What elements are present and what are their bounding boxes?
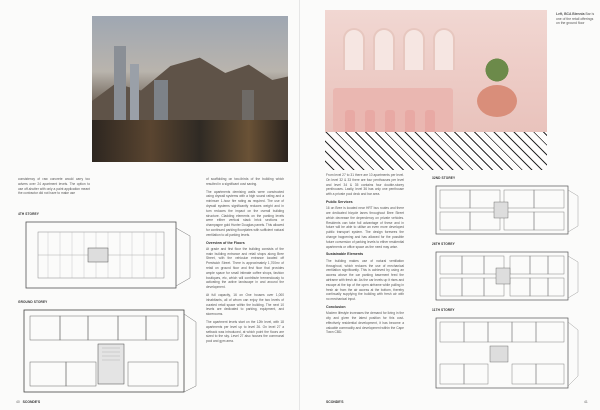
floor-plan-4th-storey (18, 218, 198, 296)
section-heading: Overview of the Floors (206, 240, 245, 245)
arched-mirror (433, 28, 455, 70)
folio-left (16, 400, 40, 404)
plan-label-26th: 26TH STOREY (432, 242, 455, 246)
magazine-name: SCONDE'S (326, 400, 344, 404)
photo-caption (556, 12, 596, 26)
caption-text: Bar is one of the retail offerings on the ground floor (556, 12, 595, 26)
section-heading: Sustainable Elements (326, 252, 364, 257)
paragraph: The building makes use of natural ventilation throughout, which reduces the use of mechanical ventilation significantly. This is achieved by using an access above the car parking basement feed the airframe with fresh air. As the car levels up it rises and escape at the top of the open airframe while pulling in fresh air from the air access at the bottom, thereby continually supplying the building with fresh air with no mechanical input. (326, 258, 404, 302)
text-column-c (326, 173, 404, 338)
folio-right-mag (326, 400, 344, 404)
floor-plan-26th-storey (432, 248, 582, 304)
page-number: 40 (16, 400, 20, 404)
plan-label-11th: 11TH STOREY (432, 308, 455, 312)
folio-right-num (584, 400, 588, 404)
paragraph: consistency of raw concrete would carry too advers over 24 apartment levels. The option to use off-shutter with only a paint application meant the contractor did not have to make use (18, 177, 90, 196)
paragraph: Modern lifestyle increases the demand for living in the city and given the latest position for this cost-effectively residential development, it has become a valuable commodity and development within the Cape Town CBD. (326, 311, 404, 335)
city-skyline-photo (92, 16, 288, 162)
text-column-b (206, 177, 284, 347)
paragraph: At full capacity, 16 on One houses over 1,000 inhabitants, all of whom can enjoy the two levels of curated retail space within the building. The next 10 levels are dedicated to parking, equipment, and storerooms. (206, 293, 284, 317)
arched-mirror (403, 28, 425, 70)
arched-mirror (343, 28, 365, 70)
paragraph: The apartment levels start on the 12th level, with 18 apartments per level up to level 26. On level 27 a setback was introduced, at which point the floors are sized to the sky. Level 27 also houses the communal pool and gym area. (206, 320, 284, 344)
plan-label-4th: 4TH STOREY (18, 212, 39, 216)
paragraph: At grade and first floor the building consists of the main building entrance and retail shops along Bree Street, with the vehicular entrance located off Prestwich Street. There is approximately 1,700m² of retail on ground floor and first floor that provides ample space for small intimate coffee shops, fashion boutiques, etc, which will contribute tremendously to activating the active landscape in and around the development. (206, 246, 284, 290)
paragraph: The apartments demising walls were constructed using drywall systems with a high sound rating and a minimum 1-hour fire rating as required. The use of drywall systems significantly reduces weight and in turn reduces the impact on the overall building structure. Cladding elements on the parking levels were either vertical stack brick sections or champagne gold Hunter Douglas panels. This allowed for continued parking floorplates with sufficient natural ventilation to all parking levels. (206, 189, 284, 237)
floor-plan-32nd-storey (432, 182, 582, 238)
cafe-interior-photo (325, 10, 547, 170)
text-column-a (18, 177, 90, 199)
city-lights (92, 120, 288, 162)
caption-lead: Left, BCA Biennia (556, 12, 585, 16)
plant-pot (477, 85, 517, 117)
arched-mirror (373, 28, 395, 70)
paragraph: of scaffolding on two-thirds of the building which resulted in a significant cost saving. (206, 177, 284, 186)
plan-label-32nd: 32ND STOREY (432, 176, 456, 180)
plan-label-ground: GROUND STOREY (18, 300, 48, 304)
floor-plan-ground-storey (18, 306, 202, 398)
patterned-floor (325, 132, 547, 170)
section-heading: Public Services (326, 199, 353, 204)
floor-plan-11th-storey (432, 314, 582, 392)
paragraph: 16 on Bree is located near HRT bus routes and there are dedicated bicycle lanes throughout Bree Street which decrease the dependency on private vehicles. Residents can take full advantage of these and in future will be able to utilise an even more developed public transport system. The design foresees the change happening and has allowed for the possible future conversion of parking levels to either residential apartments or office space as the need may arise. (326, 206, 404, 249)
potted-plant (477, 50, 517, 90)
section-heading: Conclusion (326, 304, 346, 309)
paragraph: From level 27 to 31 there are 10 apartments per level. On level 32 & 33 there are four penthouses per level and level 34 & 35 contains four double-storey penthouses. Lastly, level 36 has only one penthouse with a private pool deck and bar area. (326, 173, 404, 197)
magazine-name: SCONDE'S (22, 400, 41, 404)
page-number: 41 (584, 400, 588, 404)
